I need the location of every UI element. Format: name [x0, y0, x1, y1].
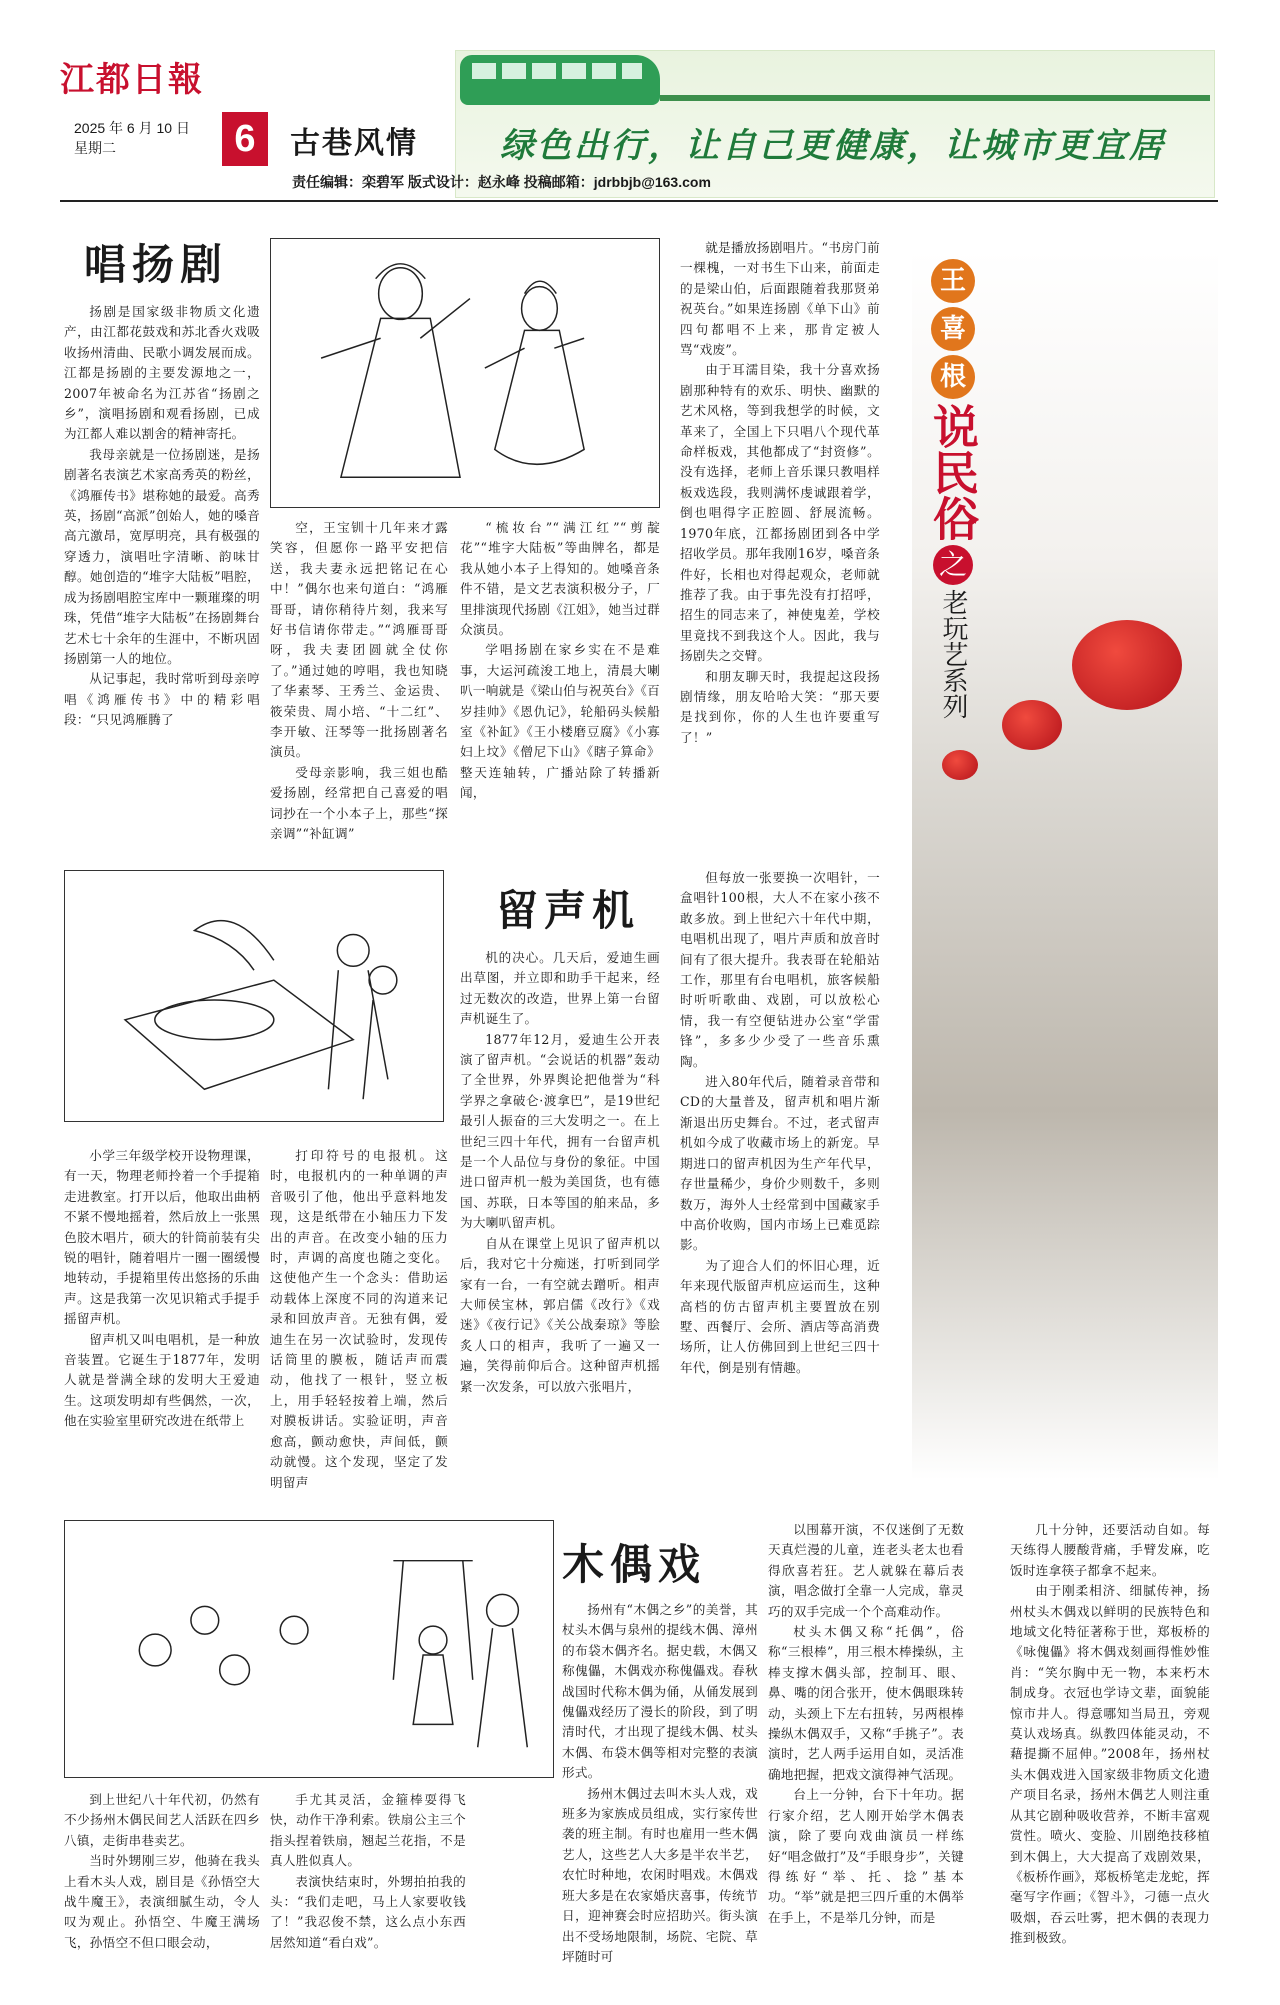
- lantern-icon: [1072, 620, 1182, 710]
- author-char: 喜: [931, 307, 975, 351]
- article-column: 以围幕开演，不仅迷倒了无数天真烂漫的儿童，连老头老太也看得欣喜若狂。艺人就躲在幕后表演，唱念做打全靠一人完成，靠灵巧的双手完成一个个高难动作。 杖头木偶又称“托偶”，俗称“三根棒”，用三根木棒操纵，主棒支撑木偶头部，控制耳、眼、鼻、嘴的闭合张开，使木偶眼珠转动，头颈上下左右扭转，另两根棒操纵木偶双手，又称“手挑子”。表演时，艺人两手运用自如，灵活准确地把握，把戏文演得神气活现。 台上一分钟，台下十年功。据行家介绍，艺人刚开始学木偶表演，除了要向戏曲演员一样练好“唱念做打”及“手眼身步”，关键得练好“举、托、捻”基本功。“举”就是把三四斤重的木偶举在手上，不是举几分钟，而是: [768, 1522, 964, 1925]
- article-column: 几十分钟，还要活动自如。每天练得人腰酸背痛，手臂发麻，吃饭时连拿筷子都拿不起来。 由于刚柔相济、细腻传神，扬州杖头木偶戏以鲜明的民族特色和地域文化特征著称于世，郑板桥的《咏傀儡》将木偶戏刻画得惟妙惟肖：“笑尔胸中无一物，本来朽木制成身。衣冠也学诗文辈，面貌能惊市井人。得意哪知当局丑，旁观莫认戏场真。纵教四体能灵动，不藉提撕不屈伸。”2008年，扬州杖头木偶戏进入国家级非物质文化遗产项目名录，扬州木偶艺人则注重从其它剧种吸收营养，不断丰富观赏性。喷火、变脸、川剧绝技移植到木偶上，大大提高了戏剧效果，《板桥作画》，郑板桥笔走龙蛇，挥毫写字作画；《智斗》，刁德一点火吸烟，吞云吐雾，把木偶的表现力推到极致。: [1010, 1522, 1210, 1946]
- article-title: 唱扬剧: [84, 240, 229, 289]
- lantern-icon: [1002, 700, 1062, 750]
- series-title: [918, 255, 988, 719]
- section-title: 古巷风情: [290, 126, 418, 161]
- article-column: 机的决心。几天后，爱迪生画出草图，并立即和助手干起来，经过无数次的改造，世界上第一台留声机诞生了。 1877年12月，爱迪生公开表演了留声机。“会说话的机器”轰动了全世界，外界舆论把他誉为“科学界之拿破仑·渡拿巴”，是19世纪最引人振奋的三大发明之一。在上世纪三四十年代，拥有一台留声机是一个人品位与身份的象征。中国进口留声机一般为美国货，也有德国、苏联，日本等国的舶来品，多为大喇叭留声机。 自从在课堂上见识了留声机以后，我对它十分痴迷，打听到同学家有一台，一有空就去蹭听。相声大师侯宝林，郭启儒《改行》《戏迷》《夜行记》《关公战秦琼》等脍炙人口的相声，我听了一遍又一遍，笑得前仰后合。这种留声机摇紧一次发条，可以放六张唱片，: [460, 950, 660, 1394]
- article-column: 空，王宝钏十几年来才露笑容，但愿你一路平安把信送，我夫妻永远把铭记在心中！”偶尔也来句道白：“鸿雁哥哥，请你稍待片刻，我来写好书信请你带走。”“鸿雁哥哥呀，我夫妻团圆就全仗你了。”通过她的哼唱，我也知晓了华素琴、王秀兰、金运贵、筱荣贵、周小培、“十二红”、李开敏、汪琴等一批扬剧著名演员。 受母亲影响，我三姐也酷爱扬剧，经常把自己喜爱的唱词抄在一个小本子上，那些“探亲调”“补缸调”: [270, 520, 448, 842]
- article-title: 留声机: [496, 886, 641, 935]
- phonograph-illustration: [64, 870, 444, 1122]
- article-column: 就是播放扬剧唱片。“书房门前一棵槐，一对书生下山来，前面走的是梁山伯，后面跟随着我那贤弟祝英台。”如果连扬剧《单下山》前四句都唱不上来，那肯定被人骂“戏废”。 由于耳濡目染，我十分喜欢扬剧那种特有的欢乐、明快、幽默的艺术风格，等到我想学的时候，文革来了，全国上下只唱八个现代革命样板戏，其他都成了“封资修”。没有选择，老师上音乐课只教唱样板戏选段，我则满怀虔诚跟着学，倒也唱得字正腔圆、舒展流畅。1970年底，江都扬剧团到各中学招收学员。那年我刚16岁，嗓音条件好，长相也对得起观众，老师就推荐了我。由于事先没有打招呼，招生的同志来了，神使鬼差，学校里竟找不到我这个人。因此，我与扬剧失之交臂。 和朋友聊天时，我提起这段扬剧情缘，朋友哈哈大笑：“那天要是找到你，你的人生也许要重写了！”: [680, 240, 880, 745]
- series-main: 说民俗: [926, 403, 980, 541]
- article-column: 到上世纪八十年代初，仍然有不少扬州木偶民间艺人活跃在四乡八镇，走街串巷卖艺。 当时外甥刚三岁，他骑在我头上看木头人戏，剧目是《孙悟空大战牛魔王》，表演细腻生动，令人叹为观止。孙悟空、牛魔王满场飞，孙悟空不但口眼会动，: [64, 1792, 260, 1950]
- article-column: 但每放一张要换一次唱针，一盒唱针100根，大人不在家小孩不敢多放。到上世纪六十年代中期，电唱机出现了，唱片声质和放音时间有了很大提升。我表哥在轮船站工作，那里有台电唱机，旅客候船时听听歌曲、戏剧，可以放松心情，我一有空便钻进办公室“学雷锋”，多多少少受了一些音乐熏陶。 进入80年代后，随着录音带和CD的大量普及，留声机和唱片渐渐退出历史舞台。不过，老式留声机如今成了收藏市场上的新宠。早期进口的留声机因为生产年代早，存世量稀少，身价少则数千，多则数万，海外人士经常到中国藏家手中高价收购，国内市场上已难觅踪影。 为了迎合人们的怀旧心理，近年来现代版留声机应运而生，这种高档的仿古留声机主要置放在别墅、西餐厅、会所、酒店等高消费场所，让人仿佛回到上世纪三四十年代，倒是别有情趣。: [680, 870, 880, 1375]
- weekday-text: 星期二: [74, 140, 116, 156]
- article-title: 木偶戏: [562, 1540, 707, 1589]
- series-zhi: 之: [933, 545, 973, 585]
- header-rule: [60, 200, 1218, 202]
- issue-date: [74, 118, 190, 158]
- date-text: 2025 年 6 月 10 日: [74, 120, 190, 136]
- phonograph-icon: [65, 871, 443, 1121]
- article-column: 打印符号的电报机。这时，电报机内的一种单调的声音吸引了他，他出乎意料地发现，这是纸带在小轴压力下发出的声音。在改变小轴的压力时，声调的高度也随之变化。这使他产生一个念头：借助运动载体上深度不同的沟道来记录和回放声音。无独有偶，爱迪生在另一次试验时，发现传话筒里的膜板，随话声而震动，他找了一根针，竖立板上，用手轻轻按着上端，然后对膜板讲话。实验证明，声音愈高，颤动愈快，声间低，颤动就慢。这个发现，坚定了发明留声: [270, 1148, 448, 1490]
- road-strip: [660, 95, 1210, 101]
- opera-figures-icon: [271, 239, 659, 507]
- bus-illustration: [460, 55, 660, 105]
- article-column: “梳妆台”“满江红”“剪靛花”“堆字大陆板”等曲牌名，都是我从她小本子上得知的。她嗓音条件不错，是文艺表演积极分子，厂里排演现代扬剧《江姐》，她当过群众演员。 学唱扬剧在家乡实在不是难事，大运河疏浚工地上，清晨大喇叭一响就是《梁山伯与祝英台》《百岁挂帅》《恩仇记》，轮船码头候船室《补缸》《王小楼磨豆腐》《小寡妇上坟》《僧尼下山》《瞎子算命》整天连轴转，广播站除了转播新闻，: [460, 520, 660, 801]
- lantern-icon: [942, 750, 978, 780]
- article-column: 手尤其灵活，金箍棒耍得飞快，动作干净利索。铁扇公主三个指头捏着铁扇，翘起兰花指，不是真人胜似真人。 表演快结束时，外甥拍拍我的头：“我们走吧，马上人家要收钱了！”我忍俊不禁，这么点小东西居然知道“看白戏”。: [270, 1792, 466, 1950]
- page-number: 6: [222, 112, 268, 166]
- author-char: 根: [931, 355, 975, 399]
- article-column: 小学三年级学校开设物理课，有一天，物理老师拎着一个手提箱走进教室。打开以后，他取出曲柄不紧不慢地摇着，然后放上一张黑色胶木唱片，硕大的针筒前装有尖锐的唱针，随着唱片一圈一圈缓慢地转动，手提箱里传出悠扬的乐曲声。这是我第一次见识箱式手提手摇留声机。 留声机又叫电唱机，是一种放音装置。它诞生于1877年，发明人就是誉满全球的发明大王爱迪生。这项发明却有些偶然，一次，他在实验室里研究改进在纸带上: [64, 1148, 260, 1429]
- puppet-illustration: [64, 1520, 554, 1778]
- article-column: 扬剧是国家级非物质文化遗产，由江都花鼓戏和苏北香火戏吸收扬州清曲、民歌小调发展而成。江都是扬剧的主要发源地之一，2007年被命名为江苏省“扬剧之乡”，演唱扬剧和观看扬剧，已成为江都人难以割舍的精神寄托。 我母亲就是一位扬剧迷，是扬剧著名表演艺术家高秀英的粉丝，《鸿雁传书》堪称她的最爱。高秀英，扬剧“高派”创始人，她的嗓音高亢激昂，宽厚明亮，具有极强的穿透力，演唱吐字清晰、韵味甘醇。她创造的“堆字大陆板”唱腔，成为扬剧唱腔宝库中一颗璀璨的明珠，凭借“堆字大陆板”在扬剧舞台艺术七十余年的生涯中，不断巩固扬剧第一人的地位。 从记事起，我时常听到母亲哼唱《鸿雁传书》中的精彩唱段：“只见鸿雁腾了: [64, 304, 260, 728]
- opera-illustration: [270, 238, 660, 508]
- editors-line: 责任编辑：栾碧军 版式设计：赵永峰 投稿邮箱：jdrbbjb@163.com: [292, 174, 711, 190]
- banner-slogan: 绿色出行，让自己更健康，让城市更宜居: [500, 126, 1166, 166]
- masthead-logo: 江都日報: [60, 60, 204, 100]
- puppet-show-icon: [65, 1521, 553, 1777]
- series-sub: 老玩艺系列: [938, 589, 968, 719]
- article-column: 扬州有“木偶之乡”的美誉，其杖头木偶与泉州的提线木偶、漳州的布袋木偶齐名。据史载，木偶又称傀儡，木偶戏亦称傀儡戏。春秋战国时代称木偶为俑，从俑发展到傀儡戏经历了漫长的阶段，到了明清时代，才出现了提线木偶、杖头木偶、布袋木偶等相对完整的表演形式。 扬州木偶过去叫木头人戏，戏班多为家族成员组成，实行家传世袭的班主制。有时也雇用一些木偶艺人，这些艺人大多是半农半艺，农忙时种地，农闲时唱戏。木偶戏班大多是在农家婚庆喜事，传统节日，迎神赛会时应招助兴。街头演出不受场地限制，场院、宅院、草坪随时可: [562, 1602, 758, 1964]
- author-char: 王: [931, 259, 975, 303]
